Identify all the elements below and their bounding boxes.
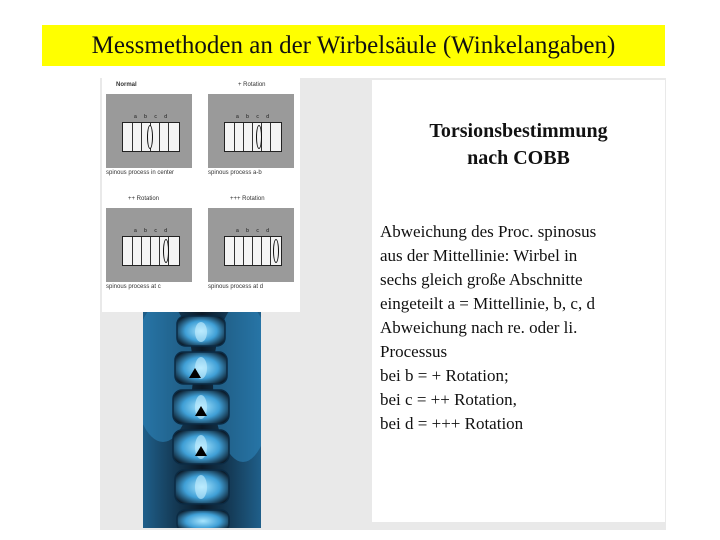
- diagram-bottom-label: spinous process a-b: [208, 170, 262, 176]
- card-body-line: Abweichung des Proc. spinosus: [380, 222, 597, 241]
- card-body-line: bei d = +++ Rotation: [380, 414, 524, 433]
- spine-xray-graphic: [143, 312, 261, 528]
- diagram-top-label: Normal: [116, 82, 137, 88]
- diagram-letters: a b c d: [236, 228, 273, 234]
- card-heading-line: Torsionsbestimmung: [429, 120, 608, 142]
- card-heading: [372, 118, 665, 172]
- card-body-line: Abweichung nach re. oder li.: [380, 318, 578, 337]
- diagram-panel-rotation-1: [208, 94, 294, 168]
- card-body-line: bei c = ++ Rotation,: [380, 390, 517, 409]
- card-body-line: bei b = + Rotation;: [380, 366, 509, 385]
- diagram-letters: a b c d: [134, 114, 171, 120]
- diagram-panel-rotation-3: [208, 208, 294, 282]
- diagram-letters: a b c d: [236, 114, 273, 120]
- slide-title: Messmethoden an der Wirbelsäule (Winkelangaben): [91, 31, 616, 59]
- card-heading-line: nach COBB: [467, 147, 570, 169]
- spine-xray-image: [143, 312, 261, 528]
- diagram-panel-rotation-2: [106, 208, 192, 282]
- rotation-diagram: [102, 78, 300, 312]
- diagram-top-label: + Rotation: [238, 82, 266, 88]
- diagram-panel-normal: [106, 94, 192, 168]
- diagram-bottom-label: spinous process at d: [208, 284, 264, 290]
- card-body-line: Processus: [380, 342, 448, 361]
- diagram-bottom-label: spinous process at c: [106, 284, 161, 290]
- diagram-top-label: ++ Rotation: [128, 196, 160, 202]
- card-body: [380, 220, 662, 436]
- card-body-line: eingeteilt a = Mittellinie, b, c, d: [380, 294, 595, 313]
- card-body-line: sechs gleich große Abschnitte: [380, 270, 583, 289]
- diagram-bottom-label: spinous process in center: [106, 170, 175, 176]
- diagram-letters: a b c d: [134, 228, 171, 234]
- card-body-line: aus der Mittellinie: Wirbel in: [380, 246, 578, 265]
- slide-title-bar: [42, 25, 665, 66]
- diagram-top-label: +++ Rotation: [230, 196, 265, 202]
